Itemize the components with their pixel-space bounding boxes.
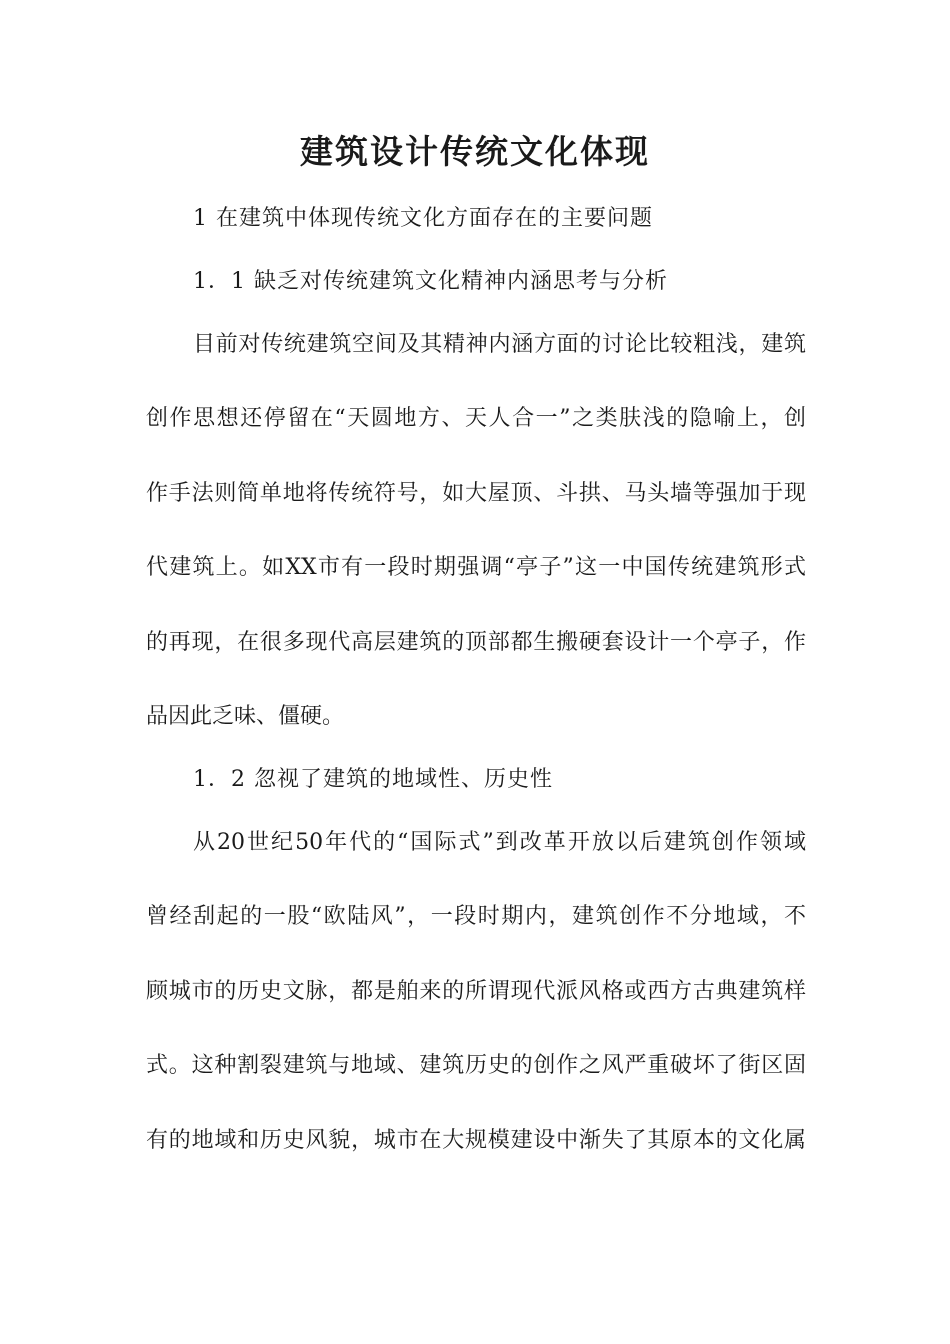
paragraph-line: 从20世纪50年代的“国际式”到改革开放以后建筑创作领域	[193, 830, 806, 855]
paragraph-line: 顾城市的历史文脉，都是舶来的所谓现代派风格或西方古典建筑样	[146, 979, 806, 1004]
paragraph-line: 的再现，在很多现代高层建筑的顶部都生搬硬套设计一个亭子，作	[146, 630, 806, 655]
paragraph-line: 式。这种割裂建筑与地域、建筑历史的创作之风严重破坏了街区固	[146, 1053, 806, 1078]
paragraph-line: 目前对传统建筑空间及其精神内涵方面的讨论比较粗浅，建筑	[193, 332, 806, 357]
subsection-heading-1-1: 1．1 缺乏对传统建筑文化精神内涵思考与分析	[193, 269, 668, 294]
subsection-heading-1-2: 1．2 忽视了建筑的地域性、历史性	[193, 767, 553, 792]
paragraph-line: 创作思想还停留在“天圆地方、天人合一”之类肤浅的隐喻上，创	[146, 406, 806, 431]
document-title: 建筑设计传统文化体现	[300, 132, 650, 171]
paragraph-line: 品因此乏味、僵硬。	[146, 704, 345, 729]
paragraph-line: 代建筑上。如XX市有一段时期强调“亭子”这一中国传统建筑形式	[146, 555, 806, 580]
paragraph-line: 曾经刮起的一股“欧陆风”，一段时期内，建筑创作不分地域，不	[146, 904, 806, 929]
paragraph-line: 有的地域和历史风貌，城市在大规模建设中渐失了其原本的文化属	[146, 1128, 806, 1153]
section-heading-1: 1 在建筑中体现传统文化方面存在的主要问题	[193, 206, 653, 231]
paragraph-line: 作手法则简单地将传统符号，如大屋顶、斗拱、马头墙等强加于现	[146, 481, 806, 506]
